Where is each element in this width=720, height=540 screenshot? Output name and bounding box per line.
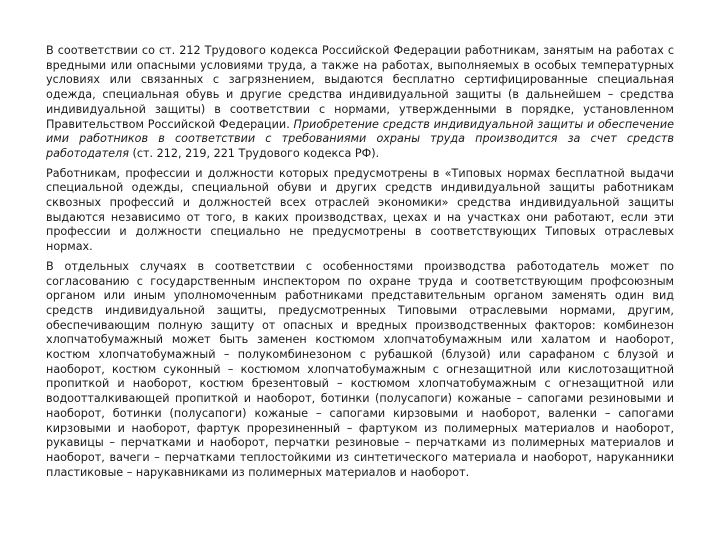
paragraph-1	[46, 44, 674, 162]
paragraph-2	[46, 167, 674, 255]
paragraph-3-text: В отдельных случаях в соответствии с особенностями производства работодатель может по согласованию с государственным инспектором по охране труда и соответствующим профсоюзным органом или иным уполномоченным работниками представительным органом заменять один вид средств индивидуальной защиты, предусмотренных Типовыми отраслевыми нормами, другим, обеспечивающим полную защиту от опасных и вредных производственных факторов: комбинезон хлопчатобумажный может быть заменен костюмом хлопчатобумажным или халатом и наоборот, костюм хлопчатобумажный – полукомбинезоном с рубашкой (блузой) или сарафаном с блузой и наоборот, костюм суконный – костюмом хлопчатобумажным с огнезащитной или кислотозащитной пропиткой и наоборот, костюм брезентовый – костюмом хлопчатобумажным с огнезащитной или водоотталкивающей пропиткой и наоборот, ботинки (полусапоги) кожаные – сапогами резиновыми и наоборот, ботинки (полусапоги) кожаные – сапогами кирзовыми и наоборот, валенки – сапогами кирзовыми и наоборот, фартук прорезиненный – фартуком из полимерных материалов и наоборот, рукавицы – перчатками и наоборот, перчатки резиновые – перчатками из полимерных материалов и наоборот, вачеги – перчатками теплостойкими из синтетического материала и наоборот, наруканники пластиковые – нарукавниками из полимерных материалов и наоборот.	[46, 259, 674, 479]
paragraph-3	[46, 260, 674, 481]
paragraph-2-text: Работникам, профессии и должности которых предусмотрены в «Типовых нормах бесплатной выдачи специальной одежды, специальной обуви и других средств индивидуальной защиты работникам сквозных профессий и должностей всех отраслей экономики» средства индивидуальной защиты выдаются независимо от того, в каких производствах, цехах и на участках они работают, если эти профессии и должности специально не предусмотрены в соответствующих Типовых отраслевых нормах.	[46, 166, 674, 254]
paragraph-1-text-a: В соответствии со ст. 212 Трудового кодекса Российской Федерации работникам, занятым на работах с вредными или опасными условиями труда, а также на работах, выполняемых в особых температурных условиях или связанных с загрязнением, выдаются бесплатно сертифицированные специальная одежда, специальная обувь и другие средства индивидуальной защиты (в дальнейшем – средства индивидуальной защиты) в соответствии с нормами, утвержденными в порядке, установленном Правительством Российской Федерации.	[46, 44, 674, 131]
paragraph-1-text-b: (ст. 212, 219, 221 Трудового кодекса РФ).	[128, 146, 380, 160]
paragraph-1-italic-text: Приобретение средств индивидуальной защиты и обеспечение ими работников в соответствии с требованиями охраны труда производится за счет средств работодателя	[46, 117, 674, 160]
